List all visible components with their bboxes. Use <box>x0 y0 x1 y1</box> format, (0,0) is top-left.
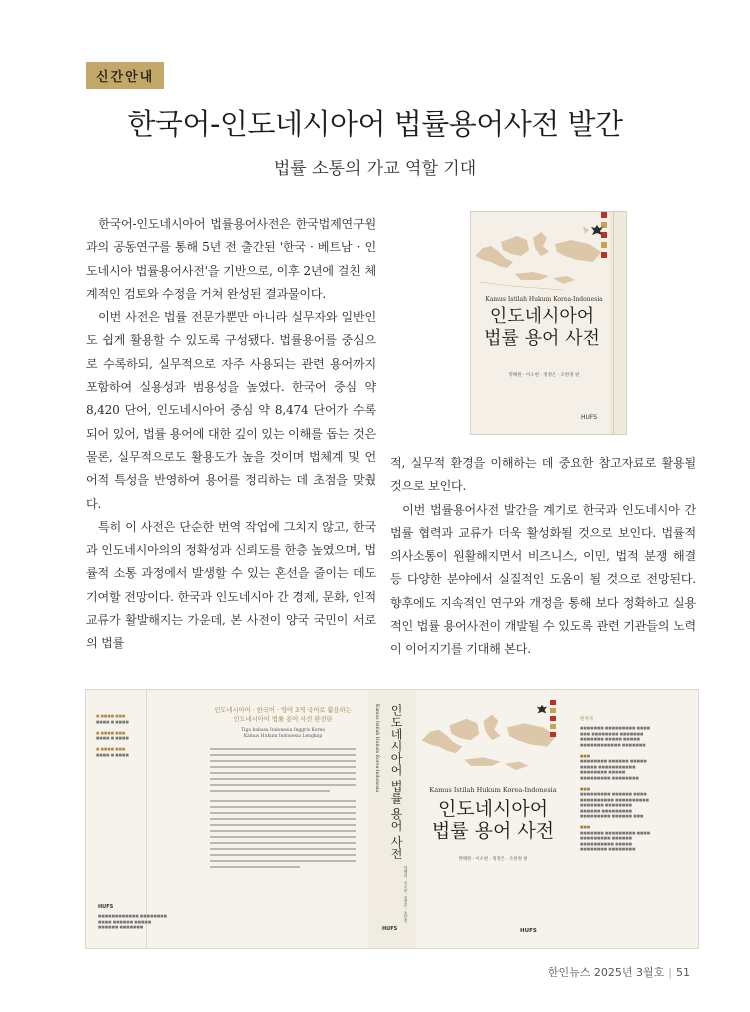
spine-publisher-logo: HUFS <box>382 926 398 932</box>
spine-english: Kamus Istilah Hukum Korea-Indonesia <box>374 704 379 793</box>
left-column <box>86 213 376 656</box>
back-publisher-info: ■■■■■■■■■■■■ ■■■■■■■■ ■■■■ ■■■■■■ ■■■■■ ■■■■■■ ■■■■■■■ <box>98 914 168 929</box>
back-heading-line: 인도네시아어 법률 용어 사전 완전판 <box>233 716 333 723</box>
footer-separator: | <box>668 966 672 979</box>
cover-stripes <box>601 212 609 272</box>
front-authors: 박해원 · 이소현 · 정정은 · 조한정 편 <box>458 857 528 862</box>
back-sub-line: Tiga bahasa Indonesia Inggris Korea <box>241 728 325 733</box>
jacket-spine <box>368 690 416 948</box>
front-title-line: 법률 용어 사전 <box>431 820 555 842</box>
indonesia-map-graphic <box>416 704 566 784</box>
indonesia-map-graphic <box>471 222 609 297</box>
article-title: 한국어-인도네시아어 법률용어사전 발간 <box>127 107 623 141</box>
footer-page-number: 51 <box>676 966 690 979</box>
garuda-emblem-icon <box>590 224 604 238</box>
back-heading-line: 인도네시아어 · 한국어 · 영어 3개 국어로 활용하는 <box>214 707 352 714</box>
book-cover-image <box>471 212 626 434</box>
spine-authors: 박해원 · 이소현 · 정정은 · 조한정 <box>404 866 409 923</box>
footer-magazine: 한인뉴스 2025년 3월호 <box>547 966 665 979</box>
cover-english-title: Kamus Istilah Hukum Korea-Indonesia <box>485 296 603 303</box>
cover-korean-title <box>477 306 607 350</box>
cover-title-line: 인도네시아어 <box>489 306 595 327</box>
paragraph: 한국어-인도네시아어 법률용어사전은 한국법제연구원과의 공동연구를 통해 5년 전 출간된 '한국 · 베트남 · 인도네시아 법률용어사전'을 기반으로, 이후 2년에 걸친 체계적인 검토와 수정을 거쳐 완성된 결과물이다. <box>86 217 376 301</box>
flap-heading: 편저자 <box>580 717 594 722</box>
jacket-back <box>86 690 368 948</box>
paragraph: 이번 법률용어사전 발간을 계기로 한국과 인도네시아 간 법률 협력과 교류가 더욱 활성화될 것으로 보인다. 법률적 의사소통이 원활해지면서 비즈니스, 이민, 법적 분쟁 해결 등 다양한 분야에서 실질적인 도움이 될 것으로 전망된다. 향후에도 지속적인 연구와 개정을 통해 보다 정확하고 실용적인 법률 용어사전이 개발될 수 있도록 관련 기관들의 노력이 이어지기를 기대해 본다. <box>390 502 696 657</box>
cover-title-line: 법률 용어 사전 <box>484 328 600 349</box>
article-subtitle: 법률 소통의 가교 역할 기대 <box>273 159 477 179</box>
front-korean-title <box>420 798 566 842</box>
cover-spine-line <box>613 212 614 434</box>
cover-publisher-logo: HUFS <box>581 414 598 421</box>
front-english-title: Kamus Istilah Hukum Korea-Indonesia <box>429 786 557 794</box>
paragraph: 적, 실무적 환경을 이해하는 데 중요한 참고자료로 활용될 것으로 보인다. <box>390 456 696 494</box>
paragraph: 특히 이 사전은 단순한 번역 작업에 그치지 않고, 한국과 인도네시아의의 정확성과 신뢰도를 한층 높였으며, 법률적 소통 과정에서 발생할 수 있는 혼선을 줄이는 데도 기여할 전망이다. 한국과 인도네시아 간 경제, 문화, 인적 교류가 활발해지는 가운데, 본 사전이 양국 국민이 서로의 법률 <box>86 519 376 651</box>
book-jacket-spread-image <box>86 690 698 948</box>
back-sub-line: Kamus Hukum Indonesia Lengkap <box>243 734 323 739</box>
jacket-flap <box>570 690 698 948</box>
back-subheading <box>198 728 368 740</box>
flap-bio: ■■■■■■■ ■■■■■■■■■ ■■■■ ■■■ ■■■■■■■■ ■■■■■■■ ■■■■■■■ ■■■■■ ■■■■■ ■■■■■■■■■■■■ ■■■■■■■ ■■■ ■■■■■■■■ ■■■■■■ ■■■■■ ■■■■■ ■■■■■■■■■■■ ■■■■■■■■ ■■■■■ ■■■■■■■■■ ■■■■■■■■ ■■■ ■■■■■■■■■ ■■■■■■ ■■■■ ■■■■■■■■■■ ■■■■■■■■■■ ■■■■■■■ ■■■■■■■■ ■■■■■■ ■■■■■■■■■ ■■■■■■■■■ ■■■■■■ ■■■ ■■■ ■■■■■■■ ■■■■■■■■■ ■■■■ ■■■■■■■■■ ■■■■■■ ■■■■■■■■■■ ■■■■■ ■■■■■■■■ ■■■■■■■■ <box>580 726 651 851</box>
back-price-block: ■ ■■■■ ■■■ ■■■■ ■ ■■■■ ■ ■■■■ ■■■ ■■■■ ■ ■■■■ ■ ■■■■ ■■■ ■■■■ ■ ■■■■ <box>96 714 129 757</box>
front-stripes <box>550 700 556 737</box>
spine-title: 인도네시아어 법률 용어 사전 <box>389 704 403 860</box>
jacket-front <box>416 690 570 948</box>
front-title-line: 인도네시아어 <box>437 798 549 820</box>
cover-authors: 박해원 · 이소현 · 정정은 · 조한정 편 <box>508 373 580 378</box>
right-column <box>390 452 696 662</box>
garuda-emblem-icon <box>536 704 548 716</box>
paragraph: 이번 사전은 법률 전문가뿐만 아니라 실무자와 일반인도 쉽게 활용할 수 있도록 구성됐다. 법률용어를 중심으로 수록하되, 실무적으로 자주 사용되는 관련 용어까지 포함하여 실용성과 범용성을 높였다. 한국어 중심 약 8,420 단어, 인도네시아어 중심 약 8,474 단어가 수록되어 있어, 법률 용어에 대한 깊이 있는 이해를 돕는 것은 물론, 실무적으로도 활용도가 높을 것이며 법체계 및 언어적 특성을 반영하여 용어를 정리하는 데 초점을 맞췄다. <box>86 310 376 511</box>
back-body-text <box>210 746 356 870</box>
page-footer <box>548 964 690 980</box>
text-lines-graphic <box>210 746 356 870</box>
back-heading <box>198 706 368 724</box>
front-publisher-logo: HUFS <box>520 928 537 934</box>
cover-spine-band <box>609 212 626 434</box>
back-publisher-logo: HUFS <box>98 904 114 910</box>
section-tag: 신간안내 <box>86 62 164 89</box>
